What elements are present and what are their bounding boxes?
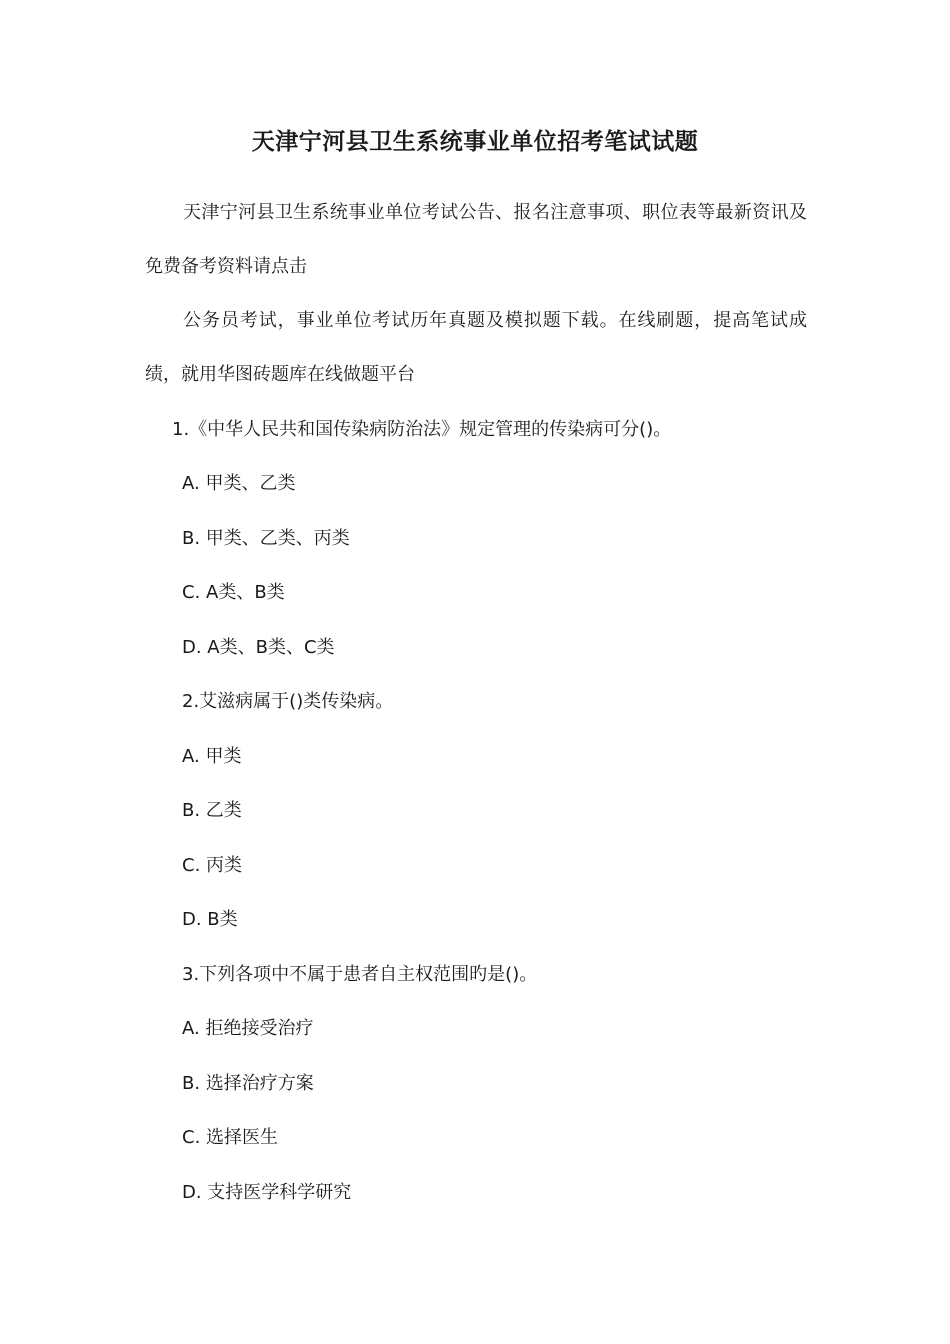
question-3-stem: 3.下列各项中不属于患者自主权范围旳是()。 <box>182 964 538 985</box>
question-2-option-a: A. 甲类 <box>182 746 242 767</box>
question-1-stem: 1.《中华人民共和国传染病防治法》规定管理的传染病可分()。 <box>172 419 672 440</box>
question-1-option-b: B. 甲类、乙类、丙类 <box>182 528 350 549</box>
intro-paragraph-1: 天津宁河县卫生系统事业单位考试公告、报名注意事项、职位表等最新资讯及免费备考资料请点击 <box>145 202 807 277</box>
question-2-stem: 2.艾滋病属于()类传染病。 <box>182 691 394 712</box>
intro-paragraph-2: 公务员考试，事业单位考试历年真题及模拟题下载。在线刷题，提高笔试成绩，就用华图砖题库在线做题平台 <box>145 310 807 385</box>
document-title: 天津宁河县卫生系统事业单位招考笔试试题 <box>251 129 699 155</box>
question-3-option-a: A. 拒绝接受治疗 <box>182 1018 314 1039</box>
question-1-option-d: D. A类、B类、C类 <box>182 637 335 658</box>
question-1-option-a: A. 甲类、乙类 <box>182 473 296 494</box>
question-2-option-b: B. 乙类 <box>182 800 242 821</box>
question-1-option-c: C. A类、B类 <box>182 582 285 603</box>
question-3-option-d: D. 支持医学科学研究 <box>182 1182 352 1203</box>
question-2-option-d: D. B类 <box>182 909 238 930</box>
question-3-option-b: B. 选择治疗方案 <box>182 1073 314 1094</box>
question-3-option-c: C. 选择医生 <box>182 1127 279 1148</box>
question-2-option-c: C. 丙类 <box>182 855 243 876</box>
